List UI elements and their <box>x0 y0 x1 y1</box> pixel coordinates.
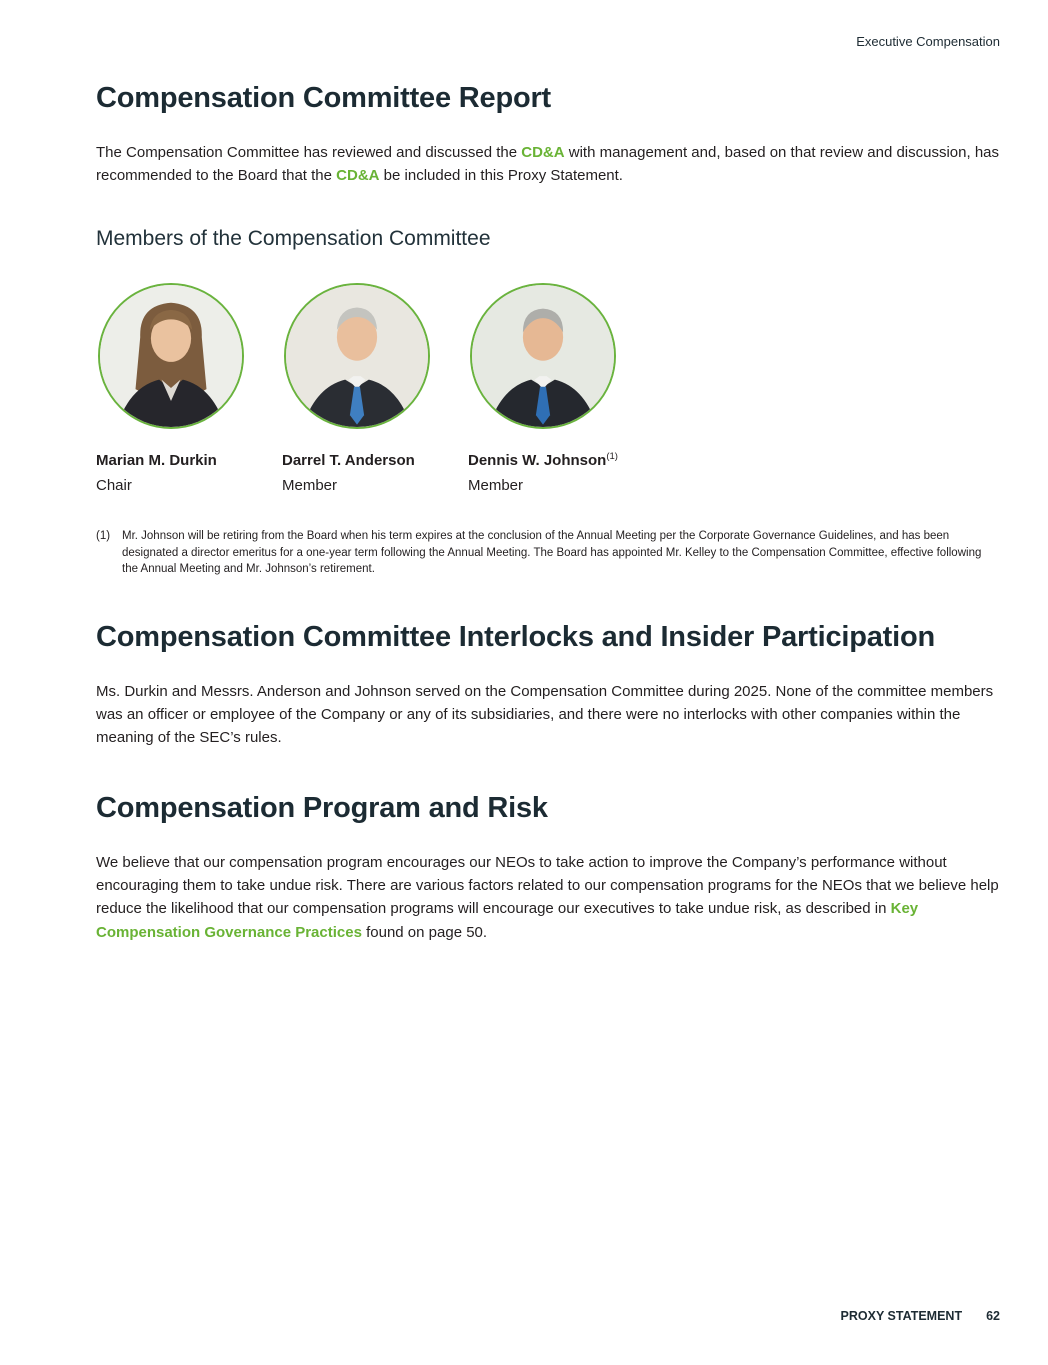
footnote-text: Mr. Johnson will be retiring from the Board when his term expires at the conclusion of the Annual Meeting per the Corporate Governance Guidelines, and has been designated a director emeritus for a one-year term following the Annual Meeting. The Board has appointed Mr. Kelley to the Compensation Committee, effective following the Annual Meeting and Mr. Johnson’s retirement. <box>122 530 982 576</box>
cda-link-1[interactable]: CD&A <box>521 143 565 161</box>
running-header: Executive Compensation <box>856 34 1000 49</box>
report-intro-paragraph <box>96 141 1000 188</box>
intro-text-2: with management and, based on that review and discussion, has recommended to the Board that the <box>96 143 1000 184</box>
man-portrait-photo <box>470 283 616 429</box>
man-portrait-photo <box>284 283 430 429</box>
member-role: Member <box>282 477 338 494</box>
risk-text-1: We believe that our compensation program encourages our NEOs to take action to improve the Company’s performance without encouraging them to take undue risk. There are various factors related to our compensation programs for the NEOs that we believe help reduce the likelihood that our compensation programs will encourage our executives to take undue risk, as described in <box>96 853 999 918</box>
page-footer <box>841 1309 1000 1323</box>
member-card-johnson <box>468 283 654 494</box>
woman-portrait-photo <box>98 283 244 429</box>
governance-practices-link[interactable]: Key Compensation Governance Practices <box>96 900 919 941</box>
interlocks-paragraph: Ms. Durkin and Messrs. Anderson and Johnson served on the Compensation Committee during 2025. None of the committee members was an officer or employee of the Company or any of its subsidiaries, and there were no interlocks with other companies within the meaning of the SEC’s rules. <box>96 682 994 747</box>
footnote-1 <box>96 528 1000 578</box>
footnote-marker: (1) <box>96 530 111 542</box>
committee-members-row <box>96 283 1000 494</box>
program-risk-paragraph <box>96 851 1000 944</box>
cda-link-2[interactable]: CD&A <box>336 166 380 184</box>
footnote-ref: (1) <box>606 451 618 462</box>
members-heading: Members of the Compensation Committee <box>96 227 491 250</box>
interlocks-section-title: Compensation Committee Interlocks and Insider Participation <box>96 621 936 654</box>
page-number: 62 <box>986 1309 1000 1323</box>
member-card-anderson <box>282 283 468 494</box>
member-name: Marian M. Durkin <box>96 452 217 469</box>
program-risk-section <box>96 787 1000 944</box>
member-name: Dennis W. Johnson$^{(1)}$ <box>468 451 618 469</box>
member-role: Chair <box>96 477 132 494</box>
member-role: Member <box>468 477 524 494</box>
interlocks-section <box>96 616 1000 749</box>
intro-text-1: The Compensation Committee has reviewed and discussed the <box>96 143 522 161</box>
risk-text-2: found on page 50. <box>361 923 488 941</box>
member-name: Darrel T. Anderson <box>282 452 415 469</box>
member-card-durkin <box>96 283 282 494</box>
program-risk-section-title: Compensation Program and Risk <box>96 792 548 825</box>
footer-label: PROXY STATEMENT <box>840 1309 963 1323</box>
intro-text-3: be included in this Proxy Statement. <box>379 166 623 184</box>
report-section-title: Compensation Committee Report <box>96 82 552 114</box>
